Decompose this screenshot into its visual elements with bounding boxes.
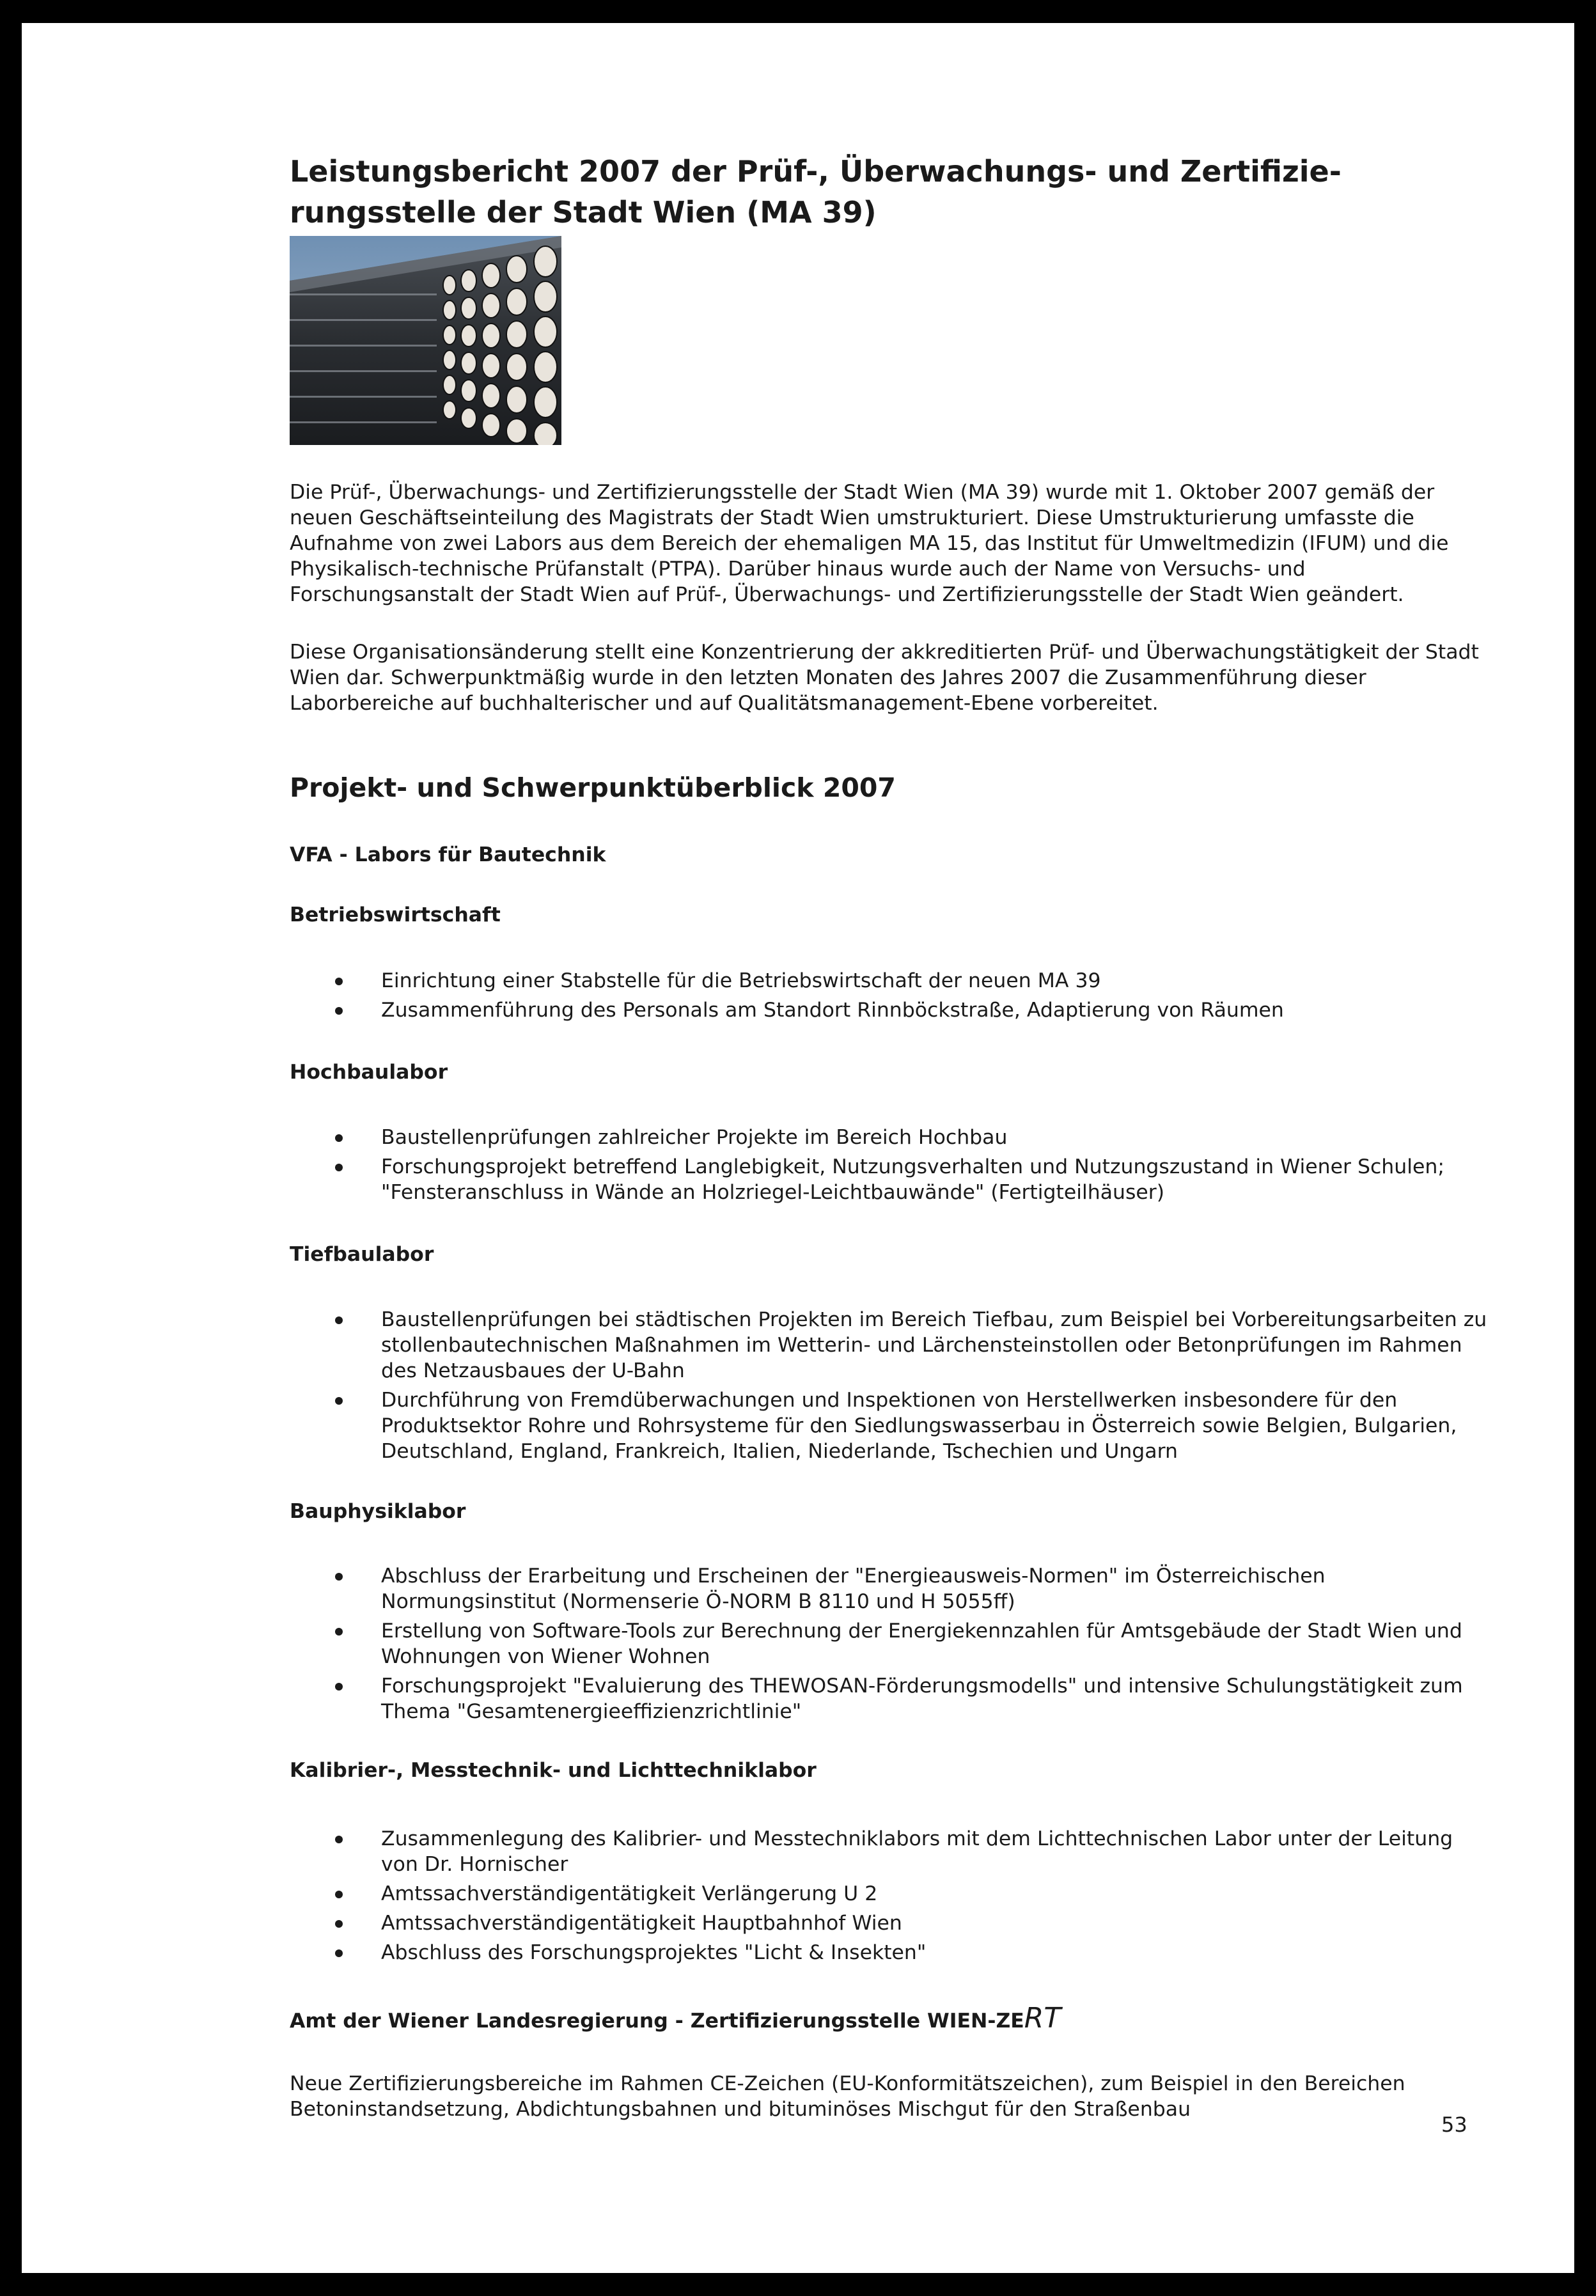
section-heading-betriebswirtschaft: Betriebswirtschaft <box>290 903 501 926</box>
certification-heading-suffix: RT <box>1024 2002 1061 2034</box>
certification-heading-text: Amt der Wiener Landesregierung - Zertifizierungsstelle WIEN-ZE <box>290 2010 1024 2033</box>
page-number: 53 <box>1441 2112 1467 2137</box>
certification-text: Neue Zertifizierungsbereiche im Rahmen CE-Zeichen (EU-Konformitätszeichen), zum Beispiel in den Bereichen Betoninstandsetzung, Abdichtungsbahnen und bituminöses Mischgut für den Straßenbau <box>290 2072 1405 2121</box>
list-item: Forschungsprojekt betreffend Langlebigkeit, Nutzungsverhalten und Nutzungszustand in Wiener Schulen; "Fensteranschluss in Wände an Holzriegel-Leichtbauwände" (Fertigteilhäuser) <box>290 1154 1492 1205</box>
list-item: Einrichtung einer Stabstelle für die Betriebswirtschaft der neuen MA 39 <box>290 968 1492 994</box>
bauphysiklabor-list <box>290 1563 1492 1728</box>
list-item: Abschluss der Erarbeitung und Erscheinen der "Energieausweis-Normen" im Österreichischen Normungsinstitut (Normenserie Ö-NORM B 8110 und H 5055ff) <box>290 1563 1492 1614</box>
document-page <box>22 23 1574 2273</box>
list-item: Zusammenführung des Personals am Standort Rinnböckstraße, Adaptierung von Räumen <box>290 997 1492 1023</box>
certification-heading <box>290 2002 1061 2034</box>
list-item: Zusammenlegung des Kalibrier- und Messtechniklabors mit dem Lichttechnischen Labor unter der Leitung von Dr. Hornischer <box>290 1826 1492 1877</box>
pipes-photo <box>290 236 561 445</box>
section-heading-bauphysiklabor: Bauphysiklabor <box>290 1500 466 1523</box>
list-item: Forschungsprojekt "Evaluierung des THEWOSAN-Förderungsmodells" und intensive Schulungstätigkeit zum Thema "Gesamtenergieeffizienzrichtlinie" <box>290 1673 1492 1724</box>
list-item: Erstellung von Software-Tools zur Berechnung der Energiekennzahlen für Amtsgebäude der Stadt Wien und Wohnungen von Wiener Wohnen <box>290 1618 1492 1669</box>
hochbaulabor-list <box>290 1125 1492 1209</box>
list-item: Baustellenprüfungen zahlreicher Projekte im Bereich Hochbau <box>290 1125 1492 1150</box>
list-item: Amtssachverständigentätigkeit Verlängerung U 2 <box>290 1881 1492 1907</box>
intro-paragraph-2: Diese Organisationsänderung stellt eine Konzentrierung der akkreditierten Prüf- und Überwachungstätigkeit der Stadt Wien dar. Schwerpunktmäßig wurde in den letzten Monaten des Jahres 2007 die Zusammenführung dieser Laborbereiche auf buchhalterischer und auf Qualitätsmanagement-Ebene vorbereitet. <box>290 641 1479 715</box>
list-item: Abschluss des Forschungsprojektes "Licht & Insekten" <box>290 1940 1492 1965</box>
section-heading: Projekt- und Schwerpunktüberblick 2007 <box>290 772 896 803</box>
section-heading-kalibrier: Kalibrier-, Messtechnik- und Lichttechniklabor <box>290 1759 817 1782</box>
page-title: Leistungsbericht 2007 der Prüf-, Überwachungs- und Zertifizie-rungsstelle der Stadt Wien (MA 39) <box>290 154 1342 230</box>
list-item: Baustellenprüfungen bei städtischen Projekten im Bereich Tiefbau, zum Beispiel bei Vorbereitungsarbeiten zu stollenbautechnischen Maßnahmen im Wetterin- und Lärchensteinstollen oder Betonprüfungen im Rahmen des Netzausbaues der U-Bahn <box>290 1307 1492 1384</box>
section-heading-hochbaulabor: Hochbaulabor <box>290 1061 448 1084</box>
kalibrier-list <box>290 1826 1492 1969</box>
intro-paragraph-1: Die Prüf-, Überwachungs- und Zertifizierungsstelle der Stadt Wien (MA 39) wurde mit 1. Oktober 2007 gemäß der neuen Geschäftseinteilung des Magistrats der Stadt Wien umstrukturiert. Diese Umstrukturierung umfasste die Aufnahme von zwei Labors aus dem Bereich der ehemaligen MA 15, das Institut für Umweltmedizin (IFUM) und die Physikalisch-technische Prüfanstalt (PTPA). Darüber hinaus wurde auch der Name von Versuchs- und Forschungsanstalt der Stadt Wien auf Prüf-, Überwachungs- und Zertifizierungsstelle der Stadt Wien geändert. <box>290 481 1449 606</box>
betriebswirtschaft-list <box>290 968 1492 1027</box>
section-heading-tiefbaulabor: Tiefbaulabor <box>290 1243 434 1266</box>
tiefbaulabor-list <box>290 1307 1492 1468</box>
list-item: Durchführung von Fremdüberwachungen und Inspektionen von Herstellwerken insbesondere für den Produktsektor Rohre und Rohrsysteme für den Siedlungswasserbau in Österreich sowie Belgien, Bulgarien, Deutschland, England, Frankreich, Italien, Niederlande, Tschechien und Ungarn <box>290 1387 1492 1464</box>
group-heading: VFA - Labors für Bautechnik <box>290 843 606 866</box>
list-item: Amtssachverständigentätigkeit Hauptbahnhof Wien <box>290 1910 1492 1936</box>
